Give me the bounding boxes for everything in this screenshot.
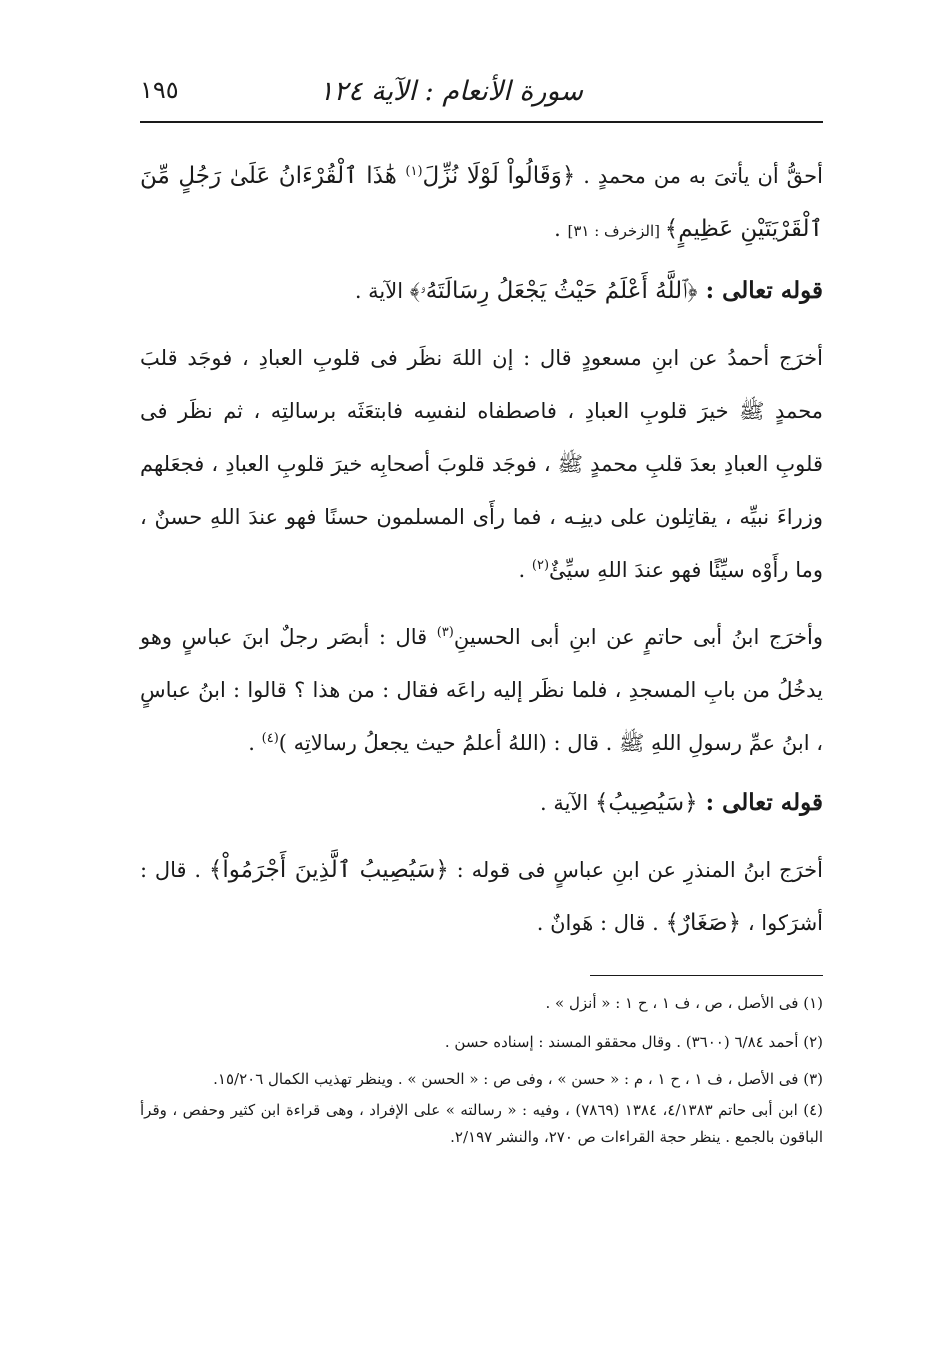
footnote-ref-1: (١) — [405, 164, 423, 179]
footnote-3: (٣) فى الأصل ، ف ١ ، ح ١ ، م : « حسن » ، وفى ص : « الحسن » . وينظر تهذيب الكمال ١٥/٢٠٦. — [213, 1070, 823, 1088]
heading-tail: الآية . — [539, 791, 595, 815]
heading-verse: ﴿سَيُصِيبُ﴾ — [594, 790, 698, 816]
verse-citation: [الزخرف : ٣١] — [567, 222, 665, 240]
page-header — [140, 62, 823, 122]
heading-verse: ﴿ٱللَّهُ أَعْلَمُ حَيْثُ يَجْعَلُ رِسَالَتَهُۥ﴾ — [409, 278, 698, 304]
paragraph-2 — [140, 332, 823, 597]
quran-verse: ﴿وَقَالُواْ لَوْلَا نُزِّلَ — [422, 163, 576, 189]
paragraph-3-tail: . — [248, 731, 262, 755]
quran-verse: ﴿صَغَارٌ﴾ — [665, 910, 742, 936]
paragraph-3 — [140, 611, 823, 770]
paragraph-4 — [140, 844, 823, 950]
paragraph-3-a: وأخرَج ابنُ أبى حاتمٍ عن ابنِ أبى الحسينِ — [453, 625, 823, 649]
paragraph-2-tail: . — [518, 558, 532, 582]
page-number: ١٩٥ — [140, 76, 179, 104]
heading-label: قوله تعالى : — [697, 789, 823, 816]
paragraph-1-tail: . — [554, 217, 568, 241]
footnote-2: (٢) أحمد ٦/٨٤ (٣٦٠٠) . وقال محققو المسند : إسناده حسن . — [444, 1033, 823, 1051]
paragraph-1-lead: أحقُّ أن يأتىَ به من محمدٍ . — [575, 164, 823, 188]
header-rule — [140, 121, 823, 123]
heading-tail: الآية . — [354, 279, 410, 303]
footnote-ref-4: (٤) — [261, 731, 279, 746]
running-title: سورة الأنعام : الآية ١٢٤ — [319, 76, 583, 107]
paragraph-1 — [140, 150, 823, 258]
footnote-1: (١) فى الأصل ، ص ، ف ١ ، ح ١ : « أنزل » . — [545, 994, 823, 1012]
paragraph-2-text: أخرَج أحمدُ عن ابنِ مسعودٍ قال : إن اللهَ نظَر فى قلوبِ العبادِ ، فوجَد قلبَ محمدٍ ﷺ خيرَ قلوبِ العبادِ ، فاصطفاه لنفسِه فابتعَثَه برسالتِه ، ثم نظَر فى قلوبِ العبادِ بعدَ قلبِ محمدٍ ﷺ ، فوجَد قلوبَ أصحابِه خيرَ قلوبِ العبادِ ، فجعَلهم وزراءَ نبيِّه ، يقاتِلون على دينِـه ، فما رأَى المسلمون حسنًا فهو عندَ اللهِ حسنٌ ، وما رأَوْه سيِّئًا فهو عندَ اللهِ سيِّئٌ — [140, 346, 823, 582]
footnote-separator — [590, 975, 823, 976]
paragraph-4-c: . قال : هَوانٌ . — [536, 911, 666, 935]
section-heading-2 — [140, 776, 823, 830]
paragraph-4-a: أخرَج ابنُ المنذرِ عن ابنِ عباسٍ فى قوله : — [448, 858, 823, 882]
footnote-ref-2: (٢) — [531, 558, 550, 573]
section-heading-1 — [140, 264, 823, 318]
footnote-ref-3: (٣) — [436, 625, 454, 640]
main-text — [140, 150, 823, 950]
quran-verse: ﴿سَيُصِيبُ ٱلَّذِينَ أَجْرَمُواْ﴾ — [208, 857, 449, 883]
footnote-4: (٤) ابن أبى حاتم ٤/١٣٨٣، ١٣٨٤ (٧٨٦٩) ، وفيه : « رسالته » على الإفراد ، وهى قراءة ابن كثير وحفص ، وقرأ الباقون بالجمع . ينظر حجة القراءات ص ٢٧٠، والنشر ٢/١٩٧. — [140, 1101, 824, 1146]
footnotes — [140, 988, 823, 1155]
paragraph-4-b: . قال : أشرَكوا ، — [140, 858, 823, 935]
paragraph-3-b: قال : أبصَر رجلٌ ابنَ عباسٍ وهو يدخُلُ من بابِ المسجدِ ، فلما نظَر إليه راعَه فقال : من هذا ؟ قالوا : ابنُ عباسٍ ، ابنُ عمِّ رسولِ اللهِ ﷺ . قال : (اللهُ أعلمُ حيث يجعلُ رسالاتِه ) — [140, 625, 823, 755]
heading-label: قوله تعالى : — [697, 277, 823, 304]
quran-verse-cont: هَٰذَا ٱلْقُرْءَانُ عَلَىٰ رَجُلٍ مِّنَ ٱلْقَرْيَتَيْنِ عَظِيمٍ﴾ — [140, 163, 823, 242]
